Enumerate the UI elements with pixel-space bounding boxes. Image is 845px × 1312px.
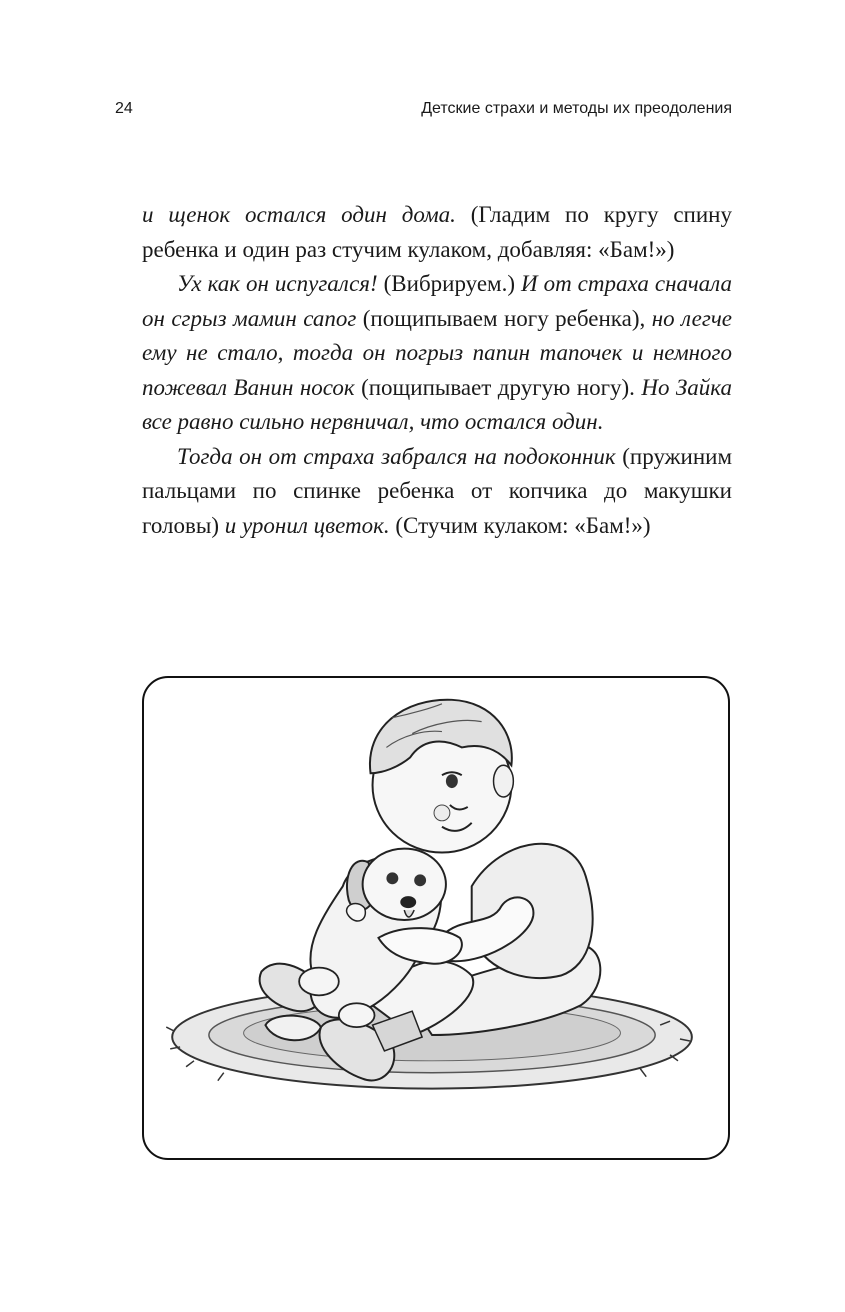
text-run: и щенок остался один дома.: [142, 202, 456, 227]
text-run: (Стучим кулаком: «Бам!»): [389, 512, 651, 538]
text-run: Ух как он испугался!: [177, 271, 378, 296]
text-run: И от страха сначала он сгрыз мамин сапог: [142, 271, 732, 331]
page-number: 24: [115, 100, 133, 117]
text-run: (пощипываем ногу ребенка),: [356, 305, 652, 331]
text-run: (пружиним пальцами по спинке ребенка от копчика до макушки головы): [142, 443, 733, 538]
paragraph-2: [142, 267, 732, 440]
text-run: Но Зайка все равно сильно нервничал, что остался один.: [142, 374, 732, 434]
running-title: Детские страхи и методы их преодоления: [421, 100, 732, 117]
text-run: (Вибрируем.): [377, 271, 521, 296]
text-run: и уронил цветок.: [224, 512, 390, 538]
boy-hugging-puppy-illustration: [144, 678, 728, 1158]
paragraph-1: [142, 198, 732, 267]
text-run: Тогда он от страха забрался на подоконник: [177, 443, 616, 469]
page-header: [115, 100, 732, 128]
body-text: [142, 198, 732, 543]
text-run: но легче ему не стало, тогда он погрыз папин тапочек и немного пожевал Ванин носок: [142, 305, 733, 400]
paragraph-3: [142, 440, 732, 544]
text-run: (пощипывает другую ногу).: [354, 374, 642, 400]
text-run: (Гладим по кругу спину ребенка и один раз стучим кулаком, добавляя: «Бам!»): [142, 202, 732, 262]
illustration-frame: [142, 676, 730, 1160]
